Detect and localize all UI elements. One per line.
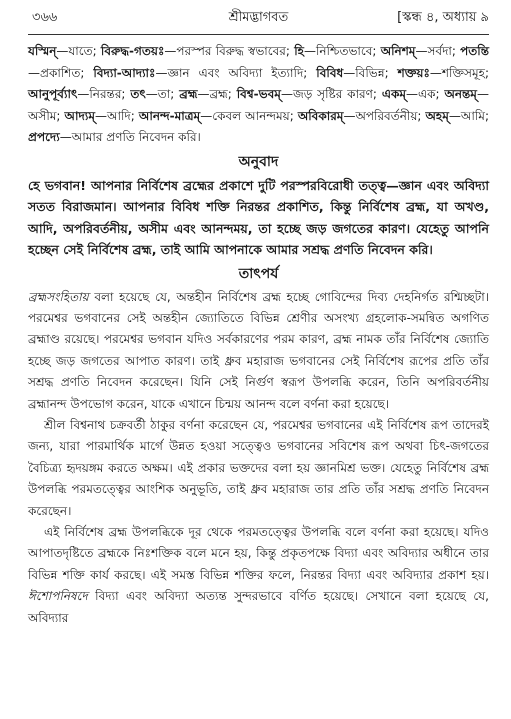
synonym-meaning: —যাতে;: [56, 44, 101, 58]
purport-body: [28, 287, 489, 630]
synonyms-block: [28, 41, 489, 149]
synonym-meaning: —এক;: [406, 87, 445, 101]
synonym-term: বিরুদ্ধ-গতয়ঃ: [100, 44, 165, 58]
synonym-term: আদ্যম্: [64, 108, 95, 123]
synonym-term: অবিকারম্: [297, 108, 344, 123]
synonym-term: আনুপূর্ব্যাৎ: [28, 87, 78, 101]
chapter-reference: [স্কন্ধ ৪, অধ্যায় ৯: [397, 10, 489, 25]
synonym-meaning: —নিশ্চিতভাবে;: [303, 44, 381, 58]
synonym-meaning: —জড় সৃষ্টির কারণ;: [280, 87, 382, 101]
synonym-term: আনন্দ-মাত্রম্: [138, 108, 201, 123]
synonym-term: প্রপদ্যে: [28, 130, 60, 144]
synonym-meaning: —প্রকাশিত;: [28, 65, 94, 80]
synonym-meaning: —অসীম;: [28, 87, 489, 123]
synonym-meaning: —ব্রহ্ম;: [197, 87, 237, 101]
synonym-meaning: —নিরন্তর;: [77, 87, 131, 101]
purport-paragraph-3-text-a: এই নির্বিশেষ ব্রহ্ম উপলব্ধিকে দূর থেকে পরমতত্ত্বের উপলব্ধি বলে বর্ণনা করা হয়েছে। যদিও আপাতদৃষ্টিতে ব্রহ্মকে নিঃশক্তিক বলে মনে হয়, কিন্তু প্রকৃতপক্ষে বিদ্যা এবং অবিদ্যার অধীনে তার বিভিন্ন শক্তি কার্য করছে। এই সমস্ত বিভিন্ন শক্তির ফলে, নিরন্তর বিদ্যা এবং অবিদ্যার প্রকাশ হয়।: [28, 524, 489, 582]
purport-paragraph-1-text: বলা হয়েছে যে, অন্তহীন নির্বিশেষ ব্রহ্ম হচ্ছে গোবিন্দের দিব্য দেহনির্গত রশ্মিচ্ছটা। পরমেশ্বর ভগবানের সেই অন্তহীন জ্যোতিতে বিভিন্ন শ্রেণীর অসংখ্য গ্রহলোক-সমন্বিত অগণিত ব্রহ্মাণ্ড রয়েছে। পরমেশ্বর ভগবান যদিও সর্বকারণের পরম কারণ, ব্রহ্ম নামক তাঁর নির্বিশেষ জ্যোতি হচ্ছে জড় জগতের আপাত কারণ। তাই ধ্রুব মহারাজ ভগবানের সেই নির্বিশেষ রূপের প্রতি তাঁর সশ্রদ্ধ প্রণতি নিবেদন করেছেন। যিনি সেই নির্গুণ স্বরূপ উপলব্ধি করেন, তিনি অপরিবর্তনীয় ব্রহ্মানন্দ উপভোগ করেন, যাকে এখানে চিন্ময় আনন্দ বলে বর্ণনা করা হয়েছে।: [28, 289, 489, 411]
synonym-meaning: —বিভিন্ন;: [343, 65, 398, 80]
synonym-meaning: —শক্তিসমূহ;: [429, 65, 489, 80]
synonym-term: অনন্তম্: [444, 87, 477, 101]
synonym-term: তৎ: [130, 87, 146, 101]
scripture-title: ব্রহ্মসংহিতায়: [28, 289, 89, 304]
translation-heading: অনুবাদ: [238, 153, 279, 170]
synonym-term: শক্তয়ঃ: [397, 65, 430, 80]
book-title: শ্রীমদ্ভাগবত: [228, 10, 289, 25]
synonym-meaning: —পরস্পর বিরুদ্ধ স্বভাবের;: [164, 44, 295, 58]
synonym-meaning: —তা;: [145, 87, 180, 101]
purport-paragraph-3: [28, 522, 489, 629]
translation-text: হে ভগবান! আপনার নির্বিশেষ ব্রহ্মের প্রকাশে দুটি পরস্পরবিরোধী তত্ত্ব—জ্ঞান এবং অবিদ্যা সতত বিরাজমান। আপনার বিবিধ শক্তি নিরন্তর প্রকাশিত, কিন্তু নির্বিশেষ ব্রহ্ম, যা অখণ্ড, আদি, অপরিবর্তনীয়, অসীম এবং আনন্দময়, তা হচ্ছে জড় জগতের কারণ। যেহেতু আপনি হচ্ছেন সেই নির্বিশেষ ব্রহ্ম, তাই আমি আপনাকে আমার সশ্রদ্ধ প্রণতি নিবেদন করি।: [28, 177, 489, 257]
synonym-term: একম্: [381, 87, 407, 101]
synonym-term: বিদ্যা-আদ্যাঃ: [93, 65, 156, 80]
synonym-term: যস্মিন্: [28, 44, 57, 58]
synonym-term: বিবিধ: [316, 65, 344, 80]
purport-paragraph-2: শ্রীল বিশ্বনাথ চক্রবর্তী ঠাকুর বর্ণনা করেছেন যে, পরমেশ্বর ভগবানের এই নির্বিশেষ রূপ তাদেরই জন্য, যারা পারমার্থিক মার্গে উন্নত হওয়া সত্ত্বেও ভগবানের সবিশেষ রূপ অথবা চিৎ-জগতের বৈচিত্র্য হৃদয়ঙ্গম করতে অক্ষম। এই প্রকার ভক্তদের বলা হয় জ্ঞানমিশ্র ভক্ত। যেহেতু নির্বিশেষ ব্রহ্ম উপলব্ধি পরমতত্ত্বের আংশিক অনুভূতি, তাই ধ্রুব মহারাজ তার প্রতি তাঁর সশ্রদ্ধ প্রণতি নিবেদন করেছেন।: [28, 417, 489, 518]
synonym-meaning: —সর্বদা;: [415, 44, 461, 58]
synonym-meaning: —কেবল আনন্দময়;: [200, 108, 298, 123]
purport-heading: তাৎপর্য: [238, 265, 279, 282]
scripture-title: ঈশোপনিষদে: [28, 589, 88, 604]
synonym-term: ব্রহ্ম: [179, 87, 198, 101]
page-header: [28, 0, 489, 35]
synonym-term: অনিশম্: [380, 44, 416, 58]
synonym-term: বিশ্ব-ভবম্: [236, 87, 281, 101]
synonym-meaning: —অপরিবর্তনীয়;: [343, 108, 426, 123]
synonym-meaning: —জ্ঞান এবং অবিদ্যা ইত্যাদি;: [155, 65, 317, 80]
synonym-meaning: —আদি;: [94, 108, 139, 123]
synonym-term: অহম্: [425, 108, 449, 123]
synonym-meaning: —আমার প্রণতি নিবেদন করি।: [59, 130, 201, 144]
synonym-term: পতন্তি: [460, 44, 490, 58]
purport-paragraph-1: [28, 287, 489, 415]
page-number: ৩৬৬: [32, 10, 58, 25]
synonym-term: হি: [294, 44, 304, 58]
purport-paragraph-3-text-b: বিদ্যা এবং অবিদ্যা অত্যন্ত সুন্দরভাবে বর্ণিত হয়েছে। সেখানে বলা হয়েছে যে, অবিদ্যার: [28, 589, 489, 625]
synonym-meaning: —আমি;: [448, 108, 490, 123]
